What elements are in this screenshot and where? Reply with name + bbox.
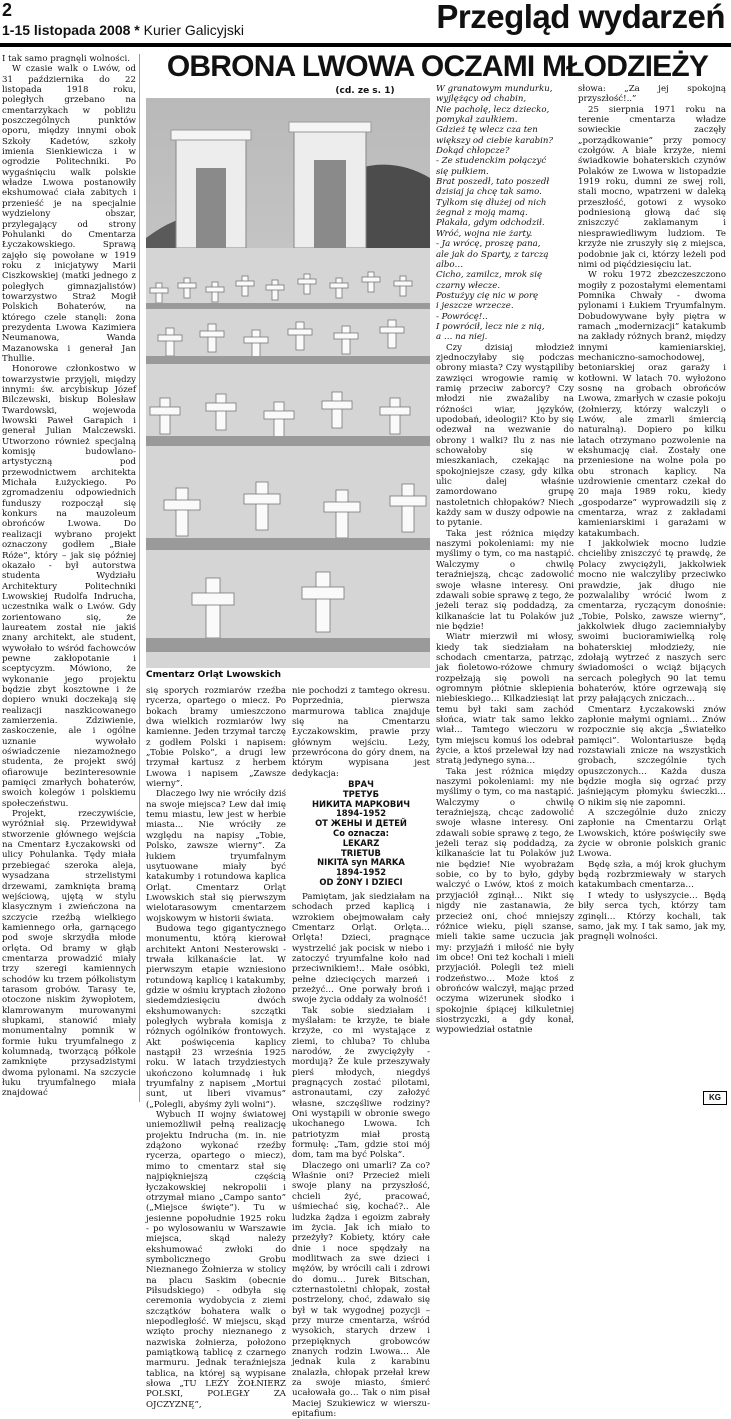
- paragraph: I jakkolwiek mocno ludzie chcieliby zniszczyć tę prawdę, że Polacy zwyciężyli, jakkolwiek mocno nie walczyliby przeciwko prawdzie, jak długo nie pozwalaliby wrócić lwom z cmentarza, ryczącym donośnie: „Tobie, Polsko, zawsze wierny”, jakkolwiek długo zaciemniałyby swoimi bucioramiwielką rolę bohaterskiej młodzieży, nie zdołają wytrzeć z naszych serc świadomości o wciąż bijących sercach poległych 90 lat temu bohaterów, które ogrzewają się przy pałających zniczach…: [578, 539, 726, 705]
- poem-line: ale jak do Sparty, z tarczą: [436, 249, 549, 260]
- paragraph: Wiatr mierzwił mi włosy, kiedy tak siedziałam na schodach cmentarza, patrząc, jak fioletowo-różowe chmury rozpełzają się powoli na ogromnym płótnie sklepienia niebieskiego… Kilkadziesiąt lat temu był taki sam zachód słońca, wiatr tak samo lekko wiał… Tamtego wieczoru w tym miejscu komuś los odebrał życie, a ktoś przelewał łzy nad stratą jedynego syna…: [436, 632, 574, 767]
- poem-line: wyjlężący od chabin,: [436, 94, 527, 105]
- poem-line: Tylkom się dłużej od nich: [436, 197, 547, 208]
- inscription-line: ВРАЧ: [348, 779, 374, 790]
- poem-line: większy od ciebie karabin?: [436, 135, 553, 146]
- inscription-line: НИКИТА МАРКОВИЧ: [311, 798, 411, 809]
- inscription-line: ОТ ЖЕНЫ И ДЕТЕЙ: [315, 818, 407, 829]
- section-title: Przegląd wydarzeń: [436, 0, 725, 35]
- poem-line: Wróć, wojna nie żarty.: [436, 228, 533, 239]
- inscription-line: Co oznacza:: [333, 828, 389, 839]
- column-1: [2, 54, 140, 1102]
- poem-line: dzisiaj ja chcę tak samo.: [436, 187, 542, 198]
- paragraph: I wtedy to usłyszycie… Będą biły serca tych, którzy tam zginęli… Którzy kochali, tak samo, jak my. I tak samo, jak my, pragnęli wolności.: [578, 890, 726, 943]
- publication-logo: KG: [703, 1091, 727, 1105]
- paragraph: Dlaczego oni umarli? Za co? Właśnie oni? Przecież mieli swoje plany na przyszłość, chcieli żyć, pracować, uśmiechać się, kochać?.. Ale ludzka żądza i egoizm zabrały im życia. Jak ich miało to przeżyły? Kobiety, który całe dnie i noce spędzały na modlitwach za swe dzieci i mężów, by wrócili cali i zdrowi do domu… Jurek Bitschan, czternastoletni chłopak, został postrzelony, choć, zdawało się był w tak wygodnej pozycji – przy murze cmentarza, wśród wysokich, starych drzew i przepięknych grobowców znanych rodzin Lwowa… Ale jednak kula z karabinu znalazła, chłopak przełał krew za swoje miasto, śmierć ucałowała go… Tak o nim pisał Maciej Szukiewicz w wierszu-epitafium:: [292, 1160, 430, 1419]
- poem-line: a … na niej.: [436, 332, 488, 343]
- column-2: [146, 686, 286, 1410]
- publication-name: Kurier Galicyjski: [143, 22, 244, 38]
- paragraph: Taka jest różnica między naszymi pokoleniami: my nie myślimy o tym, co ma nastąpić. Walczymy o chwilę teraźniejszą, chcąc zadowolić swoje własne interesy. Oni zdawali sobie sprawę z tego, że jeżeli teraz się poddadzą, za kilkanaście lat tu Polaków już nie będzie!: [436, 528, 574, 632]
- poem-line: I powrócił, lecz nie z nią,: [436, 321, 545, 332]
- paragraph: Tak sobie siedziałam i myślałam: te krzyże, te białe krzyże, co mi wystające z ziemi, to chluba? To chluba narodów, że zwyciężyły - mordują? Że kule przeszywały pierś młodych, niegdyś pragnących zostać pilotami, astronautami, czy założyć własne, szczęśliwe rodziny? Oni wystąpili w obronie swego ukochanego Lwowa. Ich patriotyzm miał prostą formułę: „Tam, gdzie stoi mój dom, tam ma być Polska”.: [292, 1005, 430, 1161]
- poem-line: albo…: [436, 259, 464, 270]
- article-title: OBRONA LWOWA OCZAMI MŁODZIEŻY: [166, 50, 709, 83]
- poem-line: Gdzież tę wlecz cza ten: [436, 125, 538, 136]
- paragraph: W czasie walk o Lwów, od 31 października do 22 listopada 1918 roku, poległych grzebano na cmentarzykach w pobliżu poszczególnych punktów oporu, między innymi obok Szkoły Kadetów, szkoły imienia Sienkiewicza i w ogrodzie Politechniki. Po wygaśnięciu walk polskie władze Lwowa postanowiły ekshumować ciała zabitych i przenieść je na specjalnie wydzielony obszar, przylegający od strony Pohulanki do Cmentarza Łyczakowskiego. Sprawą zajęło się powołane w 1919 roku z inicjatywy Marii Ciszkowskiej (matki jednego z poległych gimnazjalistów) towarzystwo Straż Mogił Polskich Bohaterów, na którego czele stanęli: żona prezydenta Lwowa Kazimiera Neumanowa, Wanda Mazanowska i generał Jan Thullie.: [2, 64, 136, 364]
- paragraph: Honorowe członkostwo w towarzystwie przyjęli, między innymi: św. arcybiskup Józef Bilczewski, biskup Bolesław Twardowski, wojewoda lwowski Paweł Garapich i generał Julian Malczewski. Utworzono również specjalną komisję budowlano-artystyczną pod przewodnictwem architekta Michała Łużyckiego. Po zgromadzeniu odpowiednich funduszy rozpoczął się konkurs na mauzoleum obrońców Lwowa. Do realizacji wybrano projekt oznaczony godłem „Białe Róże”, który – jak się później okazało - był autorstwa studenta Wydziału Architektury Politechniki Lwowskiej Rudolfa Indrucha, uczestnika walk o Lwów. Gdy zorientowano się, że laureatem został nie jakiś znany architekt, ale student, wywołało to wśród fachowców pewne zakłopotanie i sceptycyzm. Mówiono, że wykonanie jego projektu będzie zbyt kosztowne i że dopiero wnuki doczekają się realizacji naszkicowanego zamierzenia. Zdziwienie, zaskoczenie, ale i ogólne uznanie wywołało oświadczenie niezamożnego studenta, że projekt swój ofiarowuje bezinteresownie pamięci zmarłych bohaterów, swoich kolegów i polskiemu społeczeństwu.: [2, 364, 136, 809]
- paragraph: Taka jest różnica między naszymi pokoleniami: my nie myślimy o tym, co ma nastąpić. Walczymy o chwilę teraźniejszą, chcąc zadowolić swoje własne interesy. Oni zdawali sobie sprawę z tego, że jeżeli teraz się poddadzą, za kilkanaście lat tu Polaków już nie będzie! Nie wyobrażam sobie, co by to było, gdyby walczyć o Lwów, ktoś z moich przyjaciół zginął… Nikt się nigdy nie zastanawia, że przecież oni, choć mniejszy różnice wieku, pięli szanse, mieli takie same uczucia jak my: przyjaźń i miłość nie były im obce! Oni też kochali i mieli przyjaciół. Polegli też mieli rodzeństwo… Może ktoś z obrońców walczył, mając przed oczyma wizerunek słodko i spokojnie śpiącej kilkuletniej siostrzyczki, a gdy konał, wypowiedział ostatnie: [436, 766, 574, 1036]
- poem-line: Brat poszedł, tato poszedł: [436, 177, 550, 188]
- poem-line: Nie pacholę, lecz dziecko,: [436, 104, 550, 115]
- paragraph: nie pochodzi z tamtego okresu. Poprzednia, pierwsza marmurowa tablica znajduje się na Cmentarzu Łyczakowskim, prawie przy głównym wejściu. Leży, przewrócona do góry dnem, na którym wypisana jest dedykacja:: [292, 686, 430, 779]
- paragraph: Pamiętam, jak siedziałam na schodach przed kaplicą i wzrokiem obejmowałam cały Cmentarz Orląt. Orlęta… Orlęta! Dzieci, pragnące wystrzelić jak pocisk w niebo i zatoczyć tryumfalne koło nad przeciwnikiem!.. Małe osóbki, pełne dziecięcych marzeń i przeżyć… One porwały broń i swoje życia oddały za wolność!: [292, 891, 430, 1006]
- paragraph: 25 sierpnia 1971 roku na terenie cmentarza władze sowieckie zaczęły „porządkowanie” przy pomocy czołgów. A białe krzyże, niemi świadkowie bohaterskich czynów Polaków ze Lwowa w listopadzie 1919 roku, dumni ze swej roli, stali mocno, wpatrzeni w daleką przeszłość, gotowi z wysoko podniesioną głową dać się zniszczyć zaklamanym i niesprawiedliwym ludziom. Te krzyże nie zruszyły się z miejsca, podobnie jak ci, którzy leżeli pod nimi od pięćdziesięciu lat.: [578, 104, 726, 270]
- poem-line: - Powrócę!..: [436, 311, 488, 322]
- poem-line: i jeszcze wrzecze.: [436, 301, 514, 312]
- poem-line: Płakała, gdym odchodził.: [436, 218, 545, 229]
- poem-line: pomykał zaułkiem.: [436, 115, 518, 126]
- tombstone-inscription: [292, 780, 430, 888]
- paragraph: Cmentarz Łyczakowski znów zapłonie małymi ogniami… Znów rozpocznie się akcja „Światełko pamięci”. Wolontariusze będą rozstawiali znicze na wszystkich grobach, szczególnie tych opuszczonych… Każda dusza będzie mogła się ogrzać przy jaśniejącym płomyku świeczki… O nikim się nie zapomni.: [578, 704, 726, 808]
- column-4: [436, 84, 574, 1102]
- paragraph: Budowa tego gigantycznego monumentu, którą kierował architekt Antoni Nesterowski - trwała kilkanaście lat. W pierwszym etapie wzniesiono rotundową kaplicę i katakumby, gdzie w ośmiu kryptach złożono siedemdziesięciu dwóch ekshumowanych: szczątki poległych wybrała komisja z różnych ogólników frontowych. Akt poświęcenia kaplicy nastąpił 23 września 1925 roku. W latach trzydziestych ukończono kolumnadę i łuk tryumfalny z napisem „Mortui sunt, ut liberi vivamus” („Polegli, abyśmy żyli wolni”).: [146, 923, 286, 1110]
- inscription-line: NIKITA syn MARKA: [317, 857, 405, 868]
- paragraph: Czy dzisiaj młodzież zjednoczyłaby się podczas obrony miasta? Czy wystąpiliby zawzięci wrogowie ramię w ramię przeciw zaborcy? Czy młodzi nie zważaliby na różności wiar, języków, upodobań, ideologii? Kto by się odezwał na wezwanie do obrony i walki? Ilu z nas nie schowałoby się w mieszkaniach, czekając na spokojniejsze czasy, gdy kilka ulic dalej właśnie zamordowano grupę nastoletnich chłopaków? Niech każdy sam w duszy odpowie na to pytanie.: [436, 342, 574, 529]
- epitaph-poem: [436, 84, 574, 343]
- poem-line: - Ja wrócę, proszę pana,: [436, 239, 541, 250]
- inscription-line: 1894-1952: [335, 808, 387, 819]
- column-5: [578, 84, 726, 1102]
- page-number: 2: [2, 0, 13, 20]
- paragraph: się sporych rozmiarów rzeźba rycerza, opartego o miecz. Po bokach bramy umieszczono dwa wielkich rozmiarów lwy kamienne. Jeden trzymał tarczę z godłem Polski i napisem: „Tobie Polsko”, a drugi lew trzymał kartusz z herbem Lwowa i napisem „Zawsze wierny”.: [146, 686, 286, 790]
- inscription-line: TRIETUB: [341, 847, 381, 858]
- cemetery-photo-illustration: [146, 98, 430, 668]
- paragraph: Projekt, rzeczywiście, wyróżniał się. Przewidywał stworzenie głównego wejścia na Cmentarz Łyczakowski od ulicy Pohulanka. Tędy miała przebiegać szeroka aleja, wysadzana strzelistymi drzewami, zamknięta bramą wejściową, ujętą w stylu klasycznym i zwieńczona na szczycie rzeźbą wielkiego kamiennego orła, garnącego pod swoje skrzydła młode orlęta. Od bramy w głąb cmentarza prowadzić miały trzy szeregi kamiennych schodów ku trzem półkolistym tarasom grobów. Tarasy te, otoczone niskim żywopłotem, klamrowanym murowanymi słupkami, stanowić miały monumentalny pomnik w formie łuku tryumfalnego z kolumnadą, tworzącą półkole zamknięte przysadzistymi dwoma pylonami. Na szczycie łuku tryumfalnego miała znajdować: [2, 809, 136, 1099]
- poem-line: Cicho, zamilcz, mrok się: [436, 270, 543, 281]
- photo-caption: Cmentarz Orląt Lwowskich: [146, 670, 282, 680]
- column-3: [292, 686, 430, 1419]
- paragraph: Wybuch II wojny światowej uniemożliwił pełną realizację projektu Indrucha (m. in. nie zdążono wykonać rzeźby rycerza, opartego o miecz), mimo to cmentarz stał się najpiękniejszą częścią łyczakowskiej nekropolii i otrzymał miano „Campo santo” („Miejsce święte”). Tu w jesienne popołudnie 1925 roku - po wylosowaniu w Warszawie miejsca, skąd należy ekshumować zwłoki do symbolicznego Grobu Nieznanego Żołnierza w stolicy na placu Saskim (obecnie Piłsudskiego) - odbyła się ceremonia wydobycia z ziemi szczątków bohatera walk o niepodległość. W miejscu, skąd wzięto prochy nieznanego z nazwiska żołnierza, położono pamiątkową tablicę z czarnego marmuru. Jednak teraźniejsza tablica, na której są wypisane słowa „TU LEŻY ŻOŁNIERZ POLSKI, POLEGŁY ZA OJCZYZNĘ”,: [146, 1110, 286, 1410]
- poem-line: żegnał z moją mamą.: [436, 208, 528, 219]
- poem-line: Postużyy cię nic w porę: [436, 290, 539, 301]
- paragraph: W roku 1972 zbezczeszczono mogiły z pozostałymi elementami Pomnika Chwały - dwoma pylonami i Łukiem Tryumfalnym. Dobudowywane były piętra w ramach „modernizacji” katakumb na zakłady różnych branż, między innymi kamieniarskiej, mechaniczno-samochodowej, betoniarskiej oraz garaży i kotłowni. W latach 70. wyłożono sosnę na grobach obrońców Lwowa, zmarłych w czasie pokoju (żołnierzy, którzy walczyli o Lwów, ale zmarli śmiercią naturalną). Dopiero po kilku latach otrzymano pozwolenie na ekshumację ciał. Zostały one przeniesione na wolne pola po obu stronach kaplicy. Na uzdrowienie cmentarz czekał do 20 maja 1989 roku, kiedy „gospodarze” wyprowadzili się z cmentarza, wraz z zakładami kamieniarskimi i garażami w katakumbach.: [578, 270, 726, 539]
- poem-line: się pułkiem.: [436, 166, 489, 177]
- poem-line: Dokąd chłopcze?: [436, 146, 510, 157]
- paragraph: Będę szła, a mój krok głuchym będą rozbrzmiewały w starych katakumbach cmentarza…: [578, 859, 726, 891]
- poem-line: W granatowym mundurku,: [436, 84, 553, 94]
- page-header: [0, 0, 731, 44]
- inscription-line: 1894-1952: [335, 867, 387, 878]
- paragraph: A szczególnie dużo zniczy zapłonie na Cmentarzu Orląt Lwowskich, które poświęciły swe życie w obronie polskich granic Lwowa.: [578, 808, 726, 860]
- inscription-line: OD ŻONY I DZIECI: [319, 877, 403, 888]
- cemetery-photo: [146, 98, 430, 668]
- issue-separator: *: [130, 22, 144, 38]
- header-rule: [0, 43, 731, 47]
- paragraph: I tak samo pragnęli wolności.: [2, 54, 131, 64]
- continuation-note: (cd. ze s. 1): [335, 86, 395, 96]
- inscription-line: ТРЕТУБ: [342, 788, 380, 799]
- issue-line: [2, 22, 244, 38]
- issue-date: 1-15 listopada 2008: [2, 22, 131, 38]
- inscription-line: LEKARZ: [342, 837, 380, 848]
- paragraph: Dlaczego lwy nie wróciły dziś na swoje miejsca? Lew dał imię temu miastu, lew jest w herbie miasta... Nie wróciły ze względu na napisy „Tobie, Polsko, zawsze wierny”. Za łukiem tryumfalnym usytuowane miały być katakumby i rotundowa kaplica Orląt. Cmentarz Orląt Lwowskich stał się pierwszym wielotarasowym cmentarzem wojskowym w historii świata.: [146, 789, 286, 924]
- poem-line: - Ze studenckim połączyć: [436, 156, 547, 167]
- poem-line: czarny włecze.: [436, 280, 501, 291]
- paragraph: słowa: „Za jej spokojną przyszłość!..”: [578, 84, 726, 105]
